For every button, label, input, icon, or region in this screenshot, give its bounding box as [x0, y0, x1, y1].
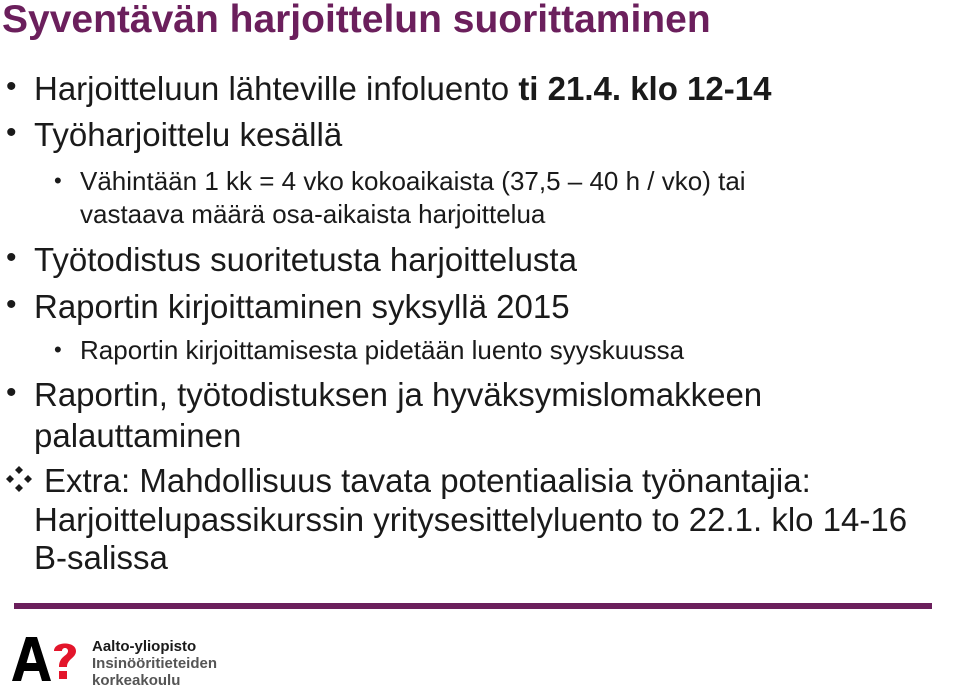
bullet-date-bold: ti 21.4. klo 12-14	[518, 70, 772, 107]
extra-line2: Harjoittelupassikurssin yritysesittelyluento to 22.1. klo 14-16	[34, 501, 908, 538]
bullet-tyoharjoittelu: Työharjoittelu kesällä	[34, 116, 343, 153]
extra-line3: B-salissa	[34, 539, 168, 576]
bullet-icon: •	[6, 241, 17, 274]
bullet-raportin-kirjoittaminen: Raportin kirjoittaminen syksyllä 2015	[34, 288, 570, 325]
diamond-bullet-icon	[4, 464, 34, 494]
subbullet-raportin-luento: Raportin kirjoittamisesta pidetään luento syyskuussa	[80, 335, 685, 365]
slide-title: Syventävän harjoittelun suorittaminen	[2, 0, 711, 41]
logo-text	[92, 638, 217, 689]
bullet-icon: •	[6, 116, 17, 149]
bullet-palauttaminen-line2: palauttaminen	[34, 417, 242, 454]
subbullet-vahintaan-line1: Vähintään 1 kk = 4 vko kokoaikaista (37,5 – 40 h / vko) tai	[80, 166, 746, 196]
logo-line-university: Aalto-yliopisto	[92, 638, 197, 655]
bullet-infoluento	[34, 70, 771, 108]
bullet-icon: •	[54, 168, 62, 193]
bullet-palauttaminen-line1: Raportin, työtodistuksen ja hyväksymislomakkeen	[34, 376, 763, 413]
footer-rule	[14, 603, 932, 609]
bullet-icon: •	[6, 70, 17, 103]
aalto-logo-icon	[12, 637, 76, 681]
logo-line-school-2: korkeakoulu	[92, 672, 181, 689]
subbullet-vahintaan-line2: vastaava määrä osa-aikaista harjoittelua	[80, 199, 546, 229]
extra-line1: Extra: Mahdollisuus tavata potentiaalisia työnantajia:	[44, 462, 811, 499]
logo-line-school: Insinööritieteiden	[92, 655, 218, 672]
bullet-icon: •	[54, 337, 62, 362]
bullet-icon: •	[6, 288, 17, 321]
bullet-icon: •	[6, 376, 17, 409]
bullet-text: Harjoitteluun lähteville infoluento	[34, 70, 519, 107]
bullet-tyotodistus: Työtodistus suoritetusta harjoittelusta	[34, 241, 577, 278]
